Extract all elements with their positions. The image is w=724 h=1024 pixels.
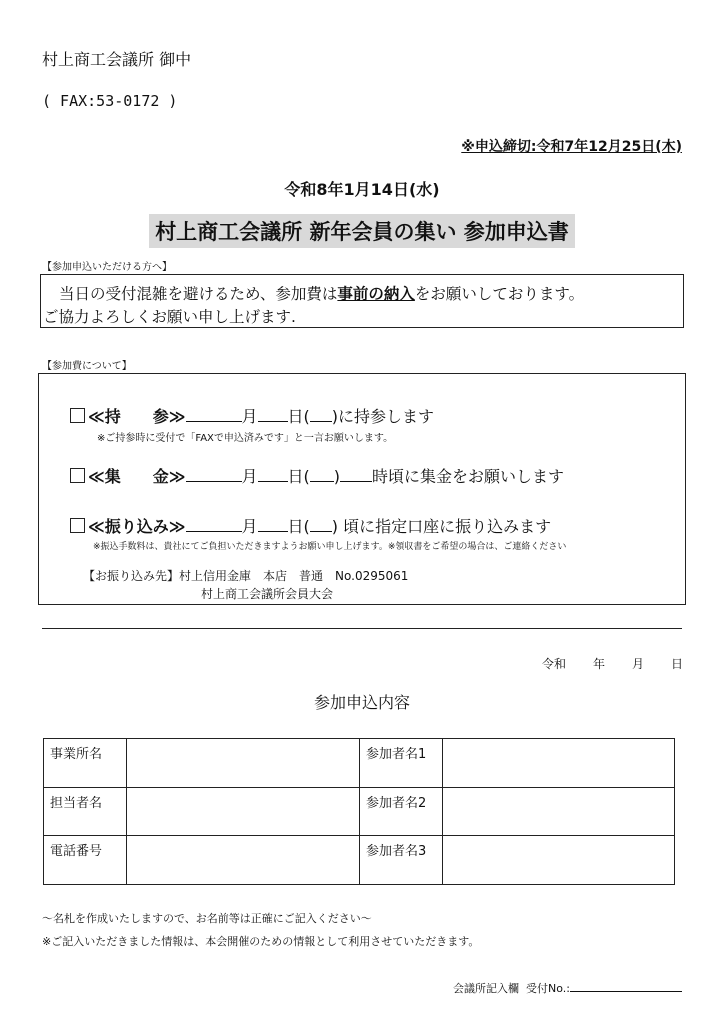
participant-3-field[interactable]	[443, 836, 675, 885]
fee-box	[38, 373, 686, 605]
receipt-number-label: 受付No.:	[526, 982, 570, 995]
transfer-day-label: 日(	[287, 517, 310, 536]
date-month: 月	[632, 657, 645, 671]
bank-account-holder: 村上商工会議所会員大会	[201, 587, 334, 601]
collect-month-label: 月	[241, 467, 258, 486]
fees-label: 【参加費について】	[42, 361, 132, 372]
bank-account: 村上信用金庫 本店 普通 No.0295061	[179, 569, 409, 583]
bring-note: ※ご持参時に受付で「FAXで申込済みです」と一言お願いします。	[97, 433, 394, 444]
collect-hour-input[interactable]	[340, 467, 372, 482]
notice-line-1	[59, 282, 584, 304]
phone-number-field[interactable]	[127, 836, 360, 885]
collect-close-paren: )	[333, 467, 341, 486]
option-bring	[70, 404, 434, 427]
event-date: 令和8年1月14日(水)	[284, 180, 440, 199]
date-day: 日	[671, 657, 684, 671]
row-label: 電話番号	[44, 836, 127, 885]
collect-weekday-input[interactable]	[310, 467, 334, 482]
bring-title: ≪持 参≫	[88, 407, 186, 426]
transfer-note: ※振込手数料は、貴社にてご負担いただきますようお願い申し上げます。※領収書をご希望の場合は、ご連絡ください	[93, 542, 567, 552]
bring-weekday-input[interactable]	[310, 407, 332, 422]
receipt-area	[453, 979, 682, 996]
option-collect	[70, 464, 564, 487]
divider	[42, 628, 682, 629]
receipt-number-field[interactable]	[570, 979, 682, 992]
row-label: 参加者名2	[360, 787, 443, 836]
collect-month-input[interactable]	[186, 467, 242, 482]
document-title: 村上商工会議所 新年会員の集い 参加申込書	[149, 214, 575, 248]
row-label: 事業所名	[44, 739, 127, 788]
notice-text-post: をお願いしております。	[414, 285, 585, 303]
date-line	[542, 655, 683, 672]
notice-box	[40, 274, 684, 328]
bring-day-label: 日(	[287, 407, 310, 426]
form-title: 参加申込内容	[313, 693, 410, 712]
fax-number: ( FAX:53-0172 )	[42, 92, 178, 110]
bring-checkbox[interactable]	[70, 408, 85, 423]
notice-line-2: ご協力よろしくお願い申し上げます.	[43, 308, 296, 326]
notice-emphasis: 事前の納入	[337, 285, 415, 303]
company-name-field[interactable]	[127, 739, 360, 788]
table-row	[44, 836, 675, 885]
bring-day-input[interactable]	[258, 407, 288, 422]
collect-suffix: 時頃に集金をお願いします	[372, 467, 565, 486]
bring-month-input[interactable]	[186, 407, 242, 422]
row-label: 参加者名3	[360, 836, 443, 885]
table-row	[44, 739, 675, 788]
footnote-name-tag: 〜名札を作成いたしますので、お名前等は正確にご記入ください〜	[42, 912, 372, 925]
bring-month-label: 月	[241, 407, 258, 426]
bank-info	[83, 567, 408, 584]
transfer-suffix: 頃に指定口座に振り込みます	[343, 517, 552, 536]
option-transfer	[70, 514, 551, 537]
transfer-weekday-input[interactable]	[310, 517, 332, 532]
date-year: 年	[593, 657, 606, 671]
office-use-label: 会議所記入欄	[453, 982, 520, 995]
collect-title: ≪集 金≫	[88, 467, 186, 486]
notice-label: 【参加申込いただける方へ】	[42, 262, 172, 273]
transfer-title: ≪振り込み≫	[88, 517, 186, 536]
footnote-privacy: ※ご記入いただきました情報は、本会開催のための情報として利用させていただきます。	[42, 935, 480, 948]
transfer-checkbox[interactable]	[70, 518, 85, 533]
participant-2-field[interactable]	[443, 787, 675, 836]
collect-day-input[interactable]	[258, 467, 288, 482]
transfer-month-input[interactable]	[186, 517, 242, 532]
application-deadline: ※申込締切:令和7年12月25日(木)	[461, 139, 682, 155]
transfer-day-input[interactable]	[258, 517, 288, 532]
row-label: 担当者名	[44, 787, 127, 836]
contact-person-field[interactable]	[127, 787, 360, 836]
date-era: 令和	[542, 657, 567, 671]
bank-label: 【お振り込み先】	[83, 569, 180, 583]
transfer-close-paren: )	[331, 517, 339, 536]
application-form-table	[43, 738, 675, 885]
addressee: 村上商工会議所 御中	[42, 50, 192, 69]
document-title-wrap	[0, 214, 724, 248]
transfer-month-label: 月	[241, 517, 258, 536]
collect-checkbox[interactable]	[70, 468, 85, 483]
notice-text-pre: 当日の受付混雑を避けるため、参加費は	[59, 285, 338, 303]
participant-1-field[interactable]	[443, 739, 675, 788]
row-label: 参加者名1	[360, 739, 443, 788]
bring-suffix: に持参します	[338, 407, 435, 426]
bring-close-paren: )	[331, 407, 339, 426]
collect-day-label: 日(	[287, 467, 310, 486]
table-row	[44, 787, 675, 836]
